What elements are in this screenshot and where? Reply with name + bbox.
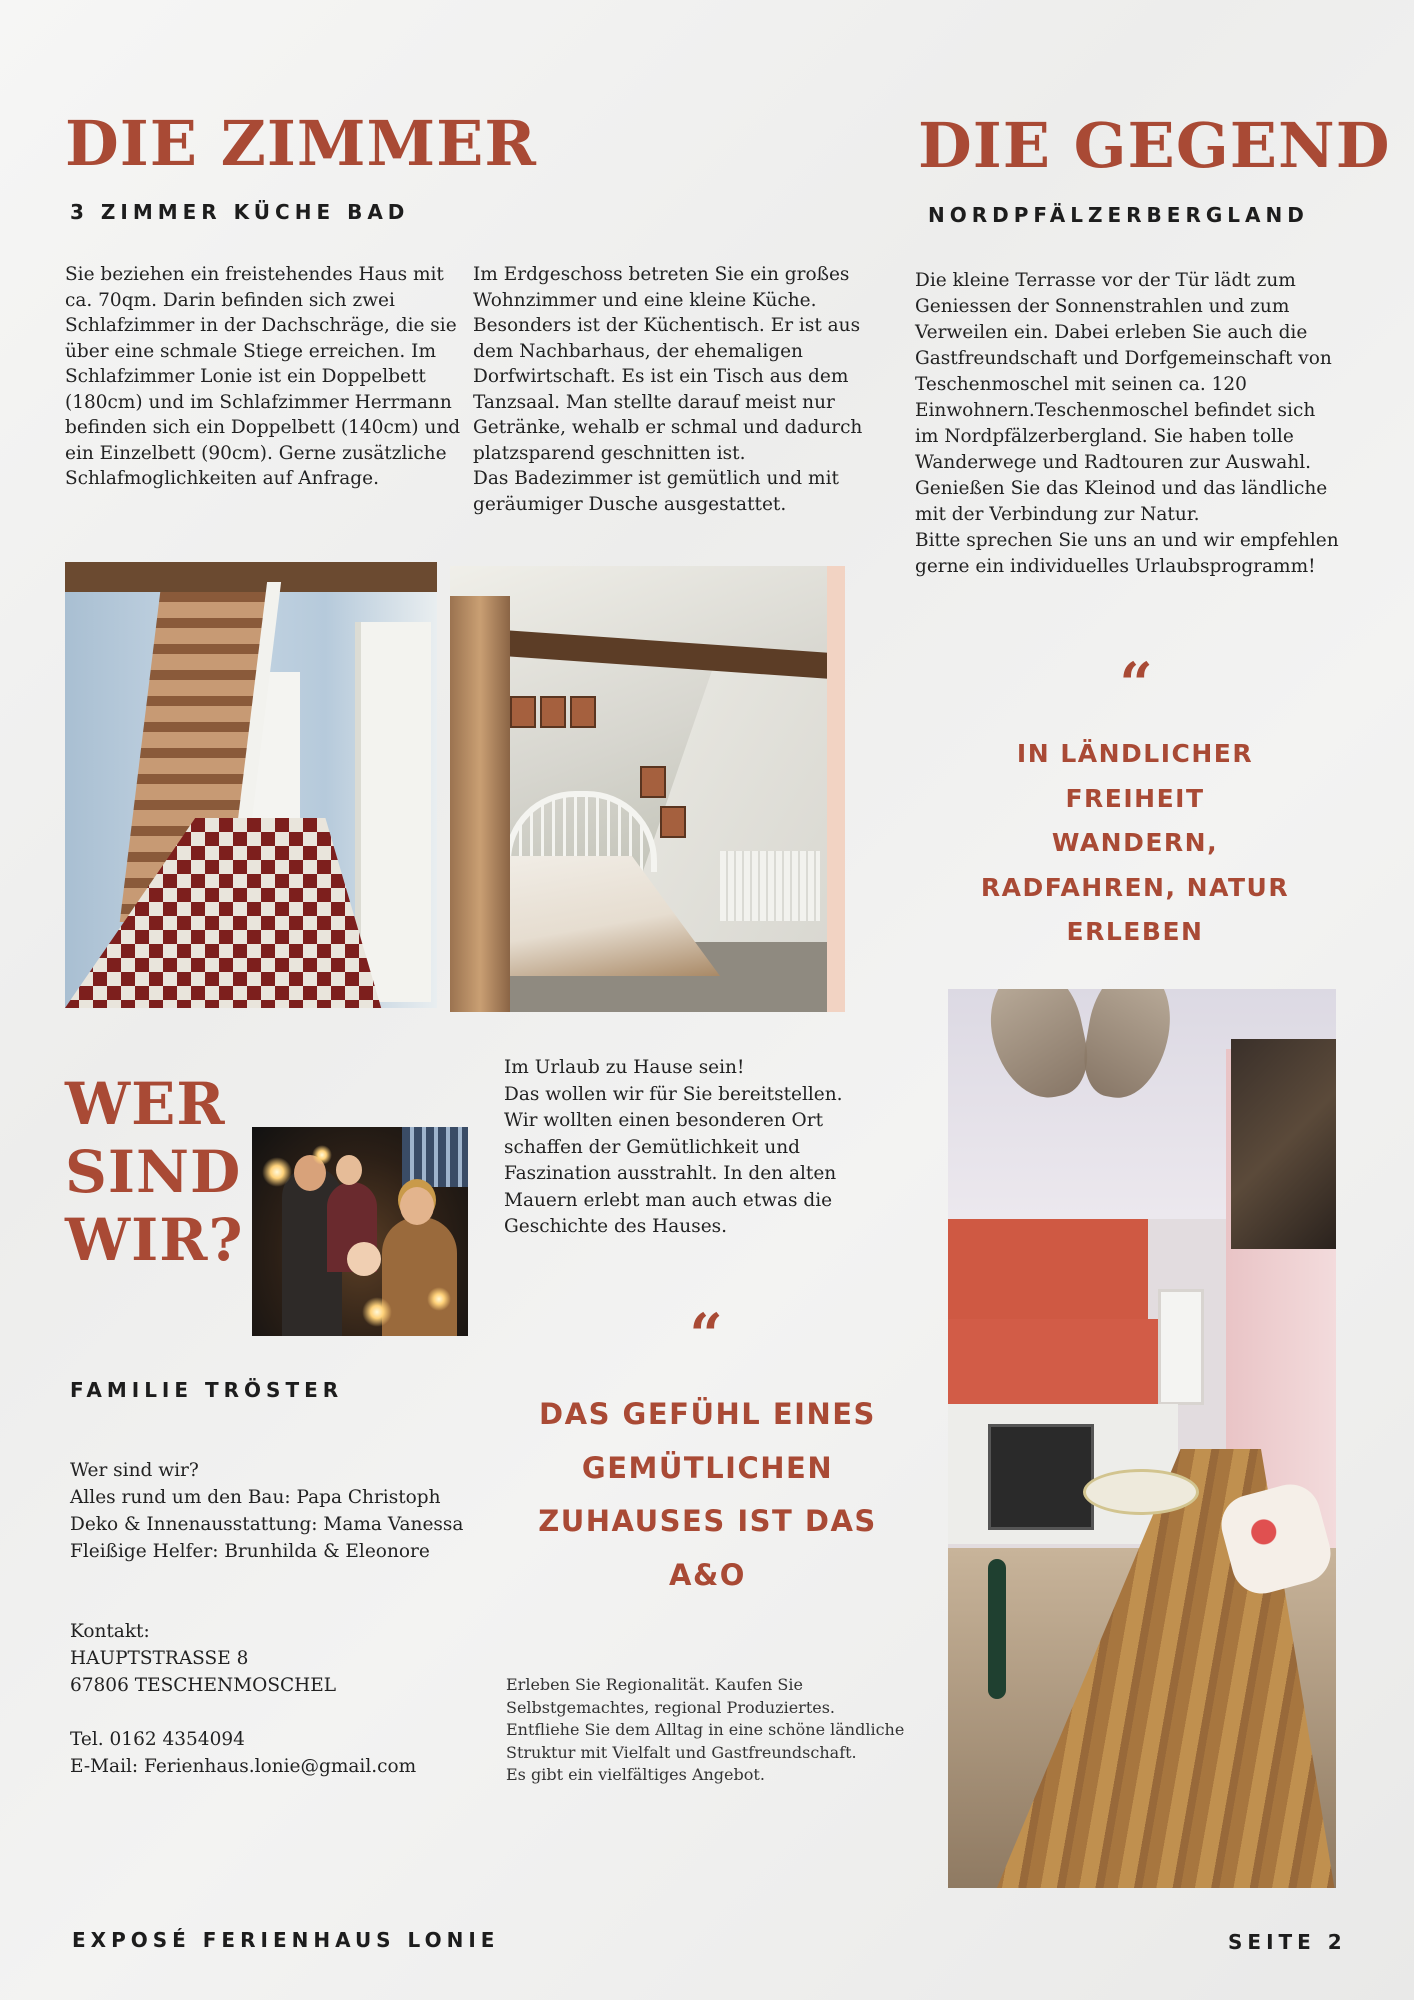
footer-title: EXPOSÉ FERIENHAUS LONIE — [72, 1928, 500, 1952]
about-intro: Im Urlaub zu Hause sein! Das wollen wir für Sie bereitstellen. Wir wollten einen besonderen Ort schaffen der Gemütlichkeit und Faszination ausstrahlt. In den alten Mauern erlebt man auch etwas die Geschichte des Hauses. — [504, 1057, 843, 1237]
gegend-text: Die kleine Terrasse vor der Tür lädt zum Geniessen der Sonnenstrahlen und zum Verweilen ein. Dabei erleben Sie auch die Gastfreundschaft und Dorfgemeinschaft von Teschenmoschel mit seinen ca. 120 Einwohnern.Teschenmoschel befindet sich im Nordpfälzerbergland. Sie haben tolle Wanderwege und Radtouren zur Auswahl. Genießen Sie das Kleinod und das ländliche mit der Verbindung zur Natur. Bitte sprechen Sie uns an und wir empfehlen gerne ein individuelles Urlaubsprogramm! — [915, 270, 1339, 577]
family-photo — [252, 1127, 468, 1336]
bedroom-photo — [450, 566, 845, 1012]
page-number: SEITE 2 — [1228, 1930, 1347, 1954]
quote-mark-icon: “ — [1119, 650, 1153, 718]
quote-home: DAS GEFÜHL EINES GEMÜTLICHEN ZUHAUSES IST DAS A&O — [538, 1397, 877, 1592]
family-members: Wer sind wir? Alles rund um den Bau: Papa Christoph Deko & Innenausstattung: Mama Vanessa Fleißige Helfer: Brunhilda & Eleonore — [70, 1460, 464, 1562]
wer-sind-wir-title: WER SIND WIR? — [65, 1070, 244, 1274]
zimmer-subtitle: 3 ZIMMER KÜCHE BAD — [70, 200, 410, 224]
zimmer-text-right: Im Erdgeschoss betreten Sie ein großes Wohnzimmer und eine kleine Küche. Besonders ist der Küchentisch. Er ist aus dem Nachbarhaus, der ehemaligen Dorfwirtschaft. Es ist ein Tisch aus dem Tanzsaal. Man stellte darauf meist nur Getränke, wehalb er schmal und dadurch platzsparend geschnitten ist. Das Badezimmer ist gemütlich und mit geräumiger Dusche ausgestattet. — [473, 264, 863, 515]
gegend-subtitle: NORDPFÄLZERBERGLAND — [928, 203, 1309, 227]
gegend-title: DIE GEGEND — [918, 109, 1391, 182]
zimmer-text-left: Sie beziehen ein freistehendes Haus mit ca. 70qm. Darin befinden sich zwei Schlafzimmer in der Dachschräge, die sie über eine schmale Stiege erreichen. Im Schlafzimmer Lonie ist ein Doppelbett (180cm) und im Schlafzimmer Herrmann befinden sich ein Doppelbett (140cm) und ein Einzelbett (90cm). Gerne zusätzliche Schlafmoglichkeiten auf Anfrage. — [65, 264, 461, 489]
quote-countryside: IN LÄNDLICHER FREIHEIT WANDERN, RADFAHREN, NATUR ERLEBEN — [980, 739, 1290, 946]
zimmer-title: DIE ZIMMER — [65, 107, 537, 180]
kitchen-photo — [948, 989, 1336, 1888]
contact-info: Kontakt: HAUPTSTRASSE 8 67806 TESCHENMOSCHEL Tel. 0162 4354094 E-Mail: Ferienhaus.lonie@gmail.com — [70, 1621, 417, 1777]
staircase-photo — [65, 562, 437, 1008]
region-note: Erleben Sie Regionalität. Kaufen Sie Selbstgemachtes, regional Produziertes. Entfliehe Sie dem Alltag in eine schöne ländliche Struktur mit Vielfalt und Gastfreundschaft. Es gibt ein vielfältiges Angebot. — [506, 1675, 905, 1784]
quote-mark-icon: “ — [689, 1301, 723, 1369]
family-name: FAMILIE TRÖSTER — [70, 1378, 344, 1402]
